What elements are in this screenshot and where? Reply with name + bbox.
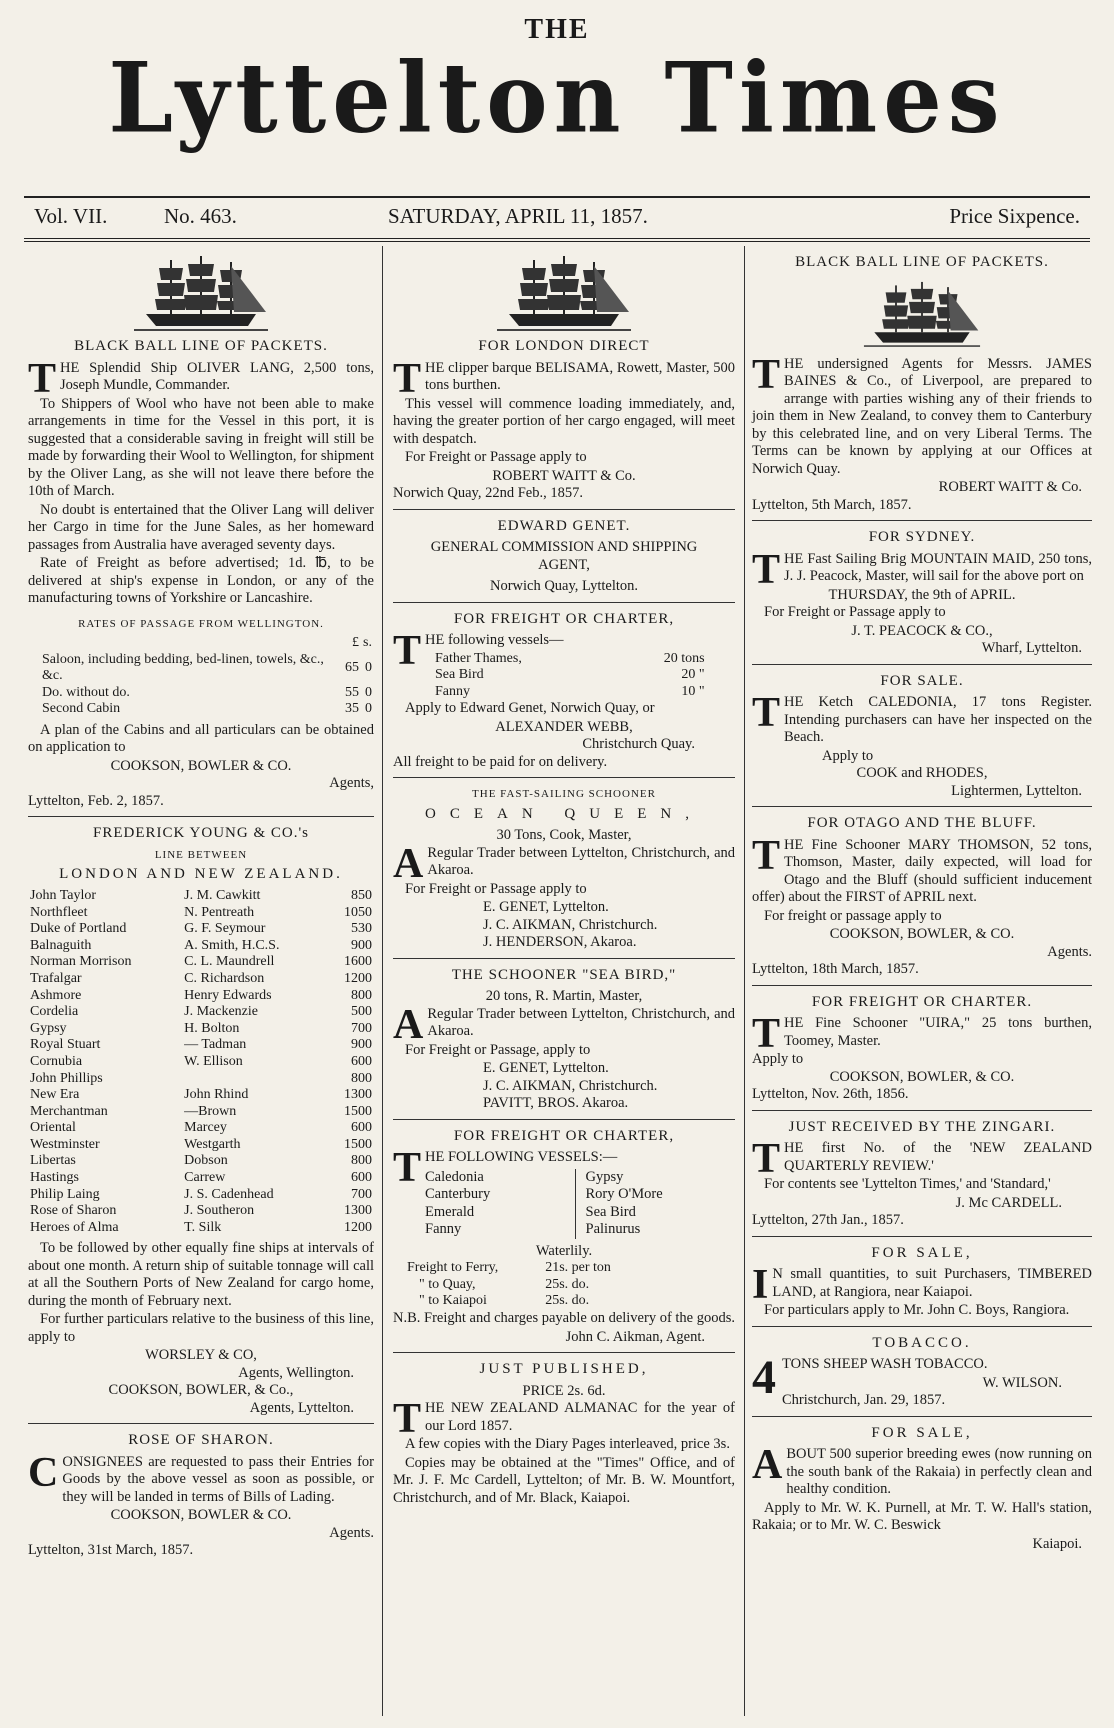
ocean-sub: THE FAST-SAILING SCHOONER (472, 788, 656, 801)
rates-table (28, 635, 374, 718)
sale1-agent: COOK and RHODES, (856, 765, 988, 781)
freight2-heading: FOR FREIGHT OR CHARTER, (453, 1127, 675, 1144)
ship-icon (126, 252, 276, 334)
ship-icon (857, 276, 987, 352)
otago-ad (752, 815, 1092, 979)
table-row: Freight to Ferry, 21s. per ton (407, 1260, 611, 1276)
divider (752, 806, 1092, 807)
ewes-place: Kaiapoi. (1032, 1535, 1082, 1552)
caledonia-sale-ad (752, 673, 1092, 801)
freight2-intro: HE FOLLOWING VESSELS:— (425, 1149, 618, 1166)
rates-unit-pounds: £ (352, 635, 360, 650)
genet-ad (393, 518, 735, 596)
table-row: Rose of Sharon J. Southeron 1300 (30, 1203, 372, 1219)
almanac-p1: A few copies with the Diary Pages interleaved, price 3s. (405, 1436, 730, 1453)
young-sub: LINE BETWEEN (154, 848, 248, 861)
divider (393, 509, 735, 510)
sale1-place: Lightermen, Lyttelton. (951, 782, 1082, 799)
ewes-p1: Apply to Mr. W. K. Purnell, at Mr. T. W. Hall's station, Rakaia; or to Mr. W. C. Beswick (752, 1499, 1092, 1533)
tobacco-text: TONS SHEEP WASH TOBACCO. (782, 1356, 988, 1372)
freight2-last: Waterlily. (535, 1242, 593, 1259)
belisama-p1: This vessel will commence loading immediately, and, having the greater portion of her cargo engaged, will meet with despatch. (393, 395, 735, 447)
vessel-list-left: Caledonia Canterbury Emerald Fanny (425, 1169, 576, 1239)
drop-cap: T (393, 1396, 422, 1443)
dateline-rule-2 (24, 241, 1090, 242)
blackball-intro: HE undersigned Agents for Messrs. JAMES BAINES & Co., of Liverpool, are prepared to arrange with parties wishing any of their friends to join them in New Zealand, to convey them to Canterbury by this celebrated line, and on very Liberal Terms. The Terms can be known by applying at our Offices at Norwich Quay. (752, 355, 1092, 477)
almanac-p2: Copies may be obtained at the "Times" Office, and of Mr. J. F. Mc Cardell, Lyttelton; of Mr. B. W. Mountfort, Christchurch, and of Mr. Black, Kaiapoi. (393, 1454, 735, 1506)
column-rule-1 (382, 246, 383, 1716)
sale1-heading: FOR SALE. (880, 672, 964, 689)
young-agent1-role: Agents, Wellington. (238, 1364, 354, 1381)
tobacco-agent: W. WILSON. (982, 1374, 1062, 1391)
drop-cap: T (752, 1011, 781, 1057)
drop-cap: T (393, 1145, 422, 1192)
divider (393, 777, 735, 778)
belisama-heading: FOR LONDON DIRECT (478, 338, 650, 354)
drop-cap: A (393, 1001, 424, 1048)
oliver-p4: A plan of the Cabins and all particulars can be obtained on application to (28, 721, 374, 756)
sea-bird-ad (393, 967, 735, 1113)
divider (393, 958, 735, 959)
sydney-agent: J. T. PEACOCK & CO., (851, 622, 993, 639)
table-row: Cordelia J. Mackenzie 500 (30, 1004, 372, 1020)
seabird-text: Regular Trader between Lyttelton, Christchurch, and Akaroa. (427, 1005, 735, 1040)
oliver-place: Lyttelton, Feb. 2, 1857. (28, 792, 164, 809)
table-row: Hastings Carrew 600 (30, 1170, 372, 1186)
ocean-agent-2: J. C. AIKMAN, Christchurch. (483, 916, 658, 933)
ewes-heading: FOR SALE, (871, 1424, 973, 1441)
otago-text: HE Fine Schooner MARY THOMSON, 52 tons, Thomson, Master, daily expected, will load for Otago and the Bluff (should sufficient inducement offer) about the FIRST of APRIL next. (752, 836, 1092, 905)
blackball-place: Lyttelton, 5th March, 1857. (752, 496, 912, 513)
rose-heading: ROSE OF SHARON. (128, 1432, 274, 1449)
seabird-p1: For Freight or Passage, apply to (405, 1041, 591, 1058)
oliver-p3: Rate of Freight as before advertised; 1d. ℔, to be delivered at ship's expense in London, or any of the manufacturing towns of Yorkshire or Lancashire. (28, 555, 374, 606)
rose-agent: COOKSON, BOWLER & CO. (110, 1507, 292, 1524)
table-row: Oriental Marcey 600 (30, 1120, 372, 1136)
divider (752, 664, 1092, 665)
divider (752, 1326, 1092, 1327)
ewes-sale-ad (752, 1425, 1092, 1554)
column-3 (752, 252, 1092, 1559)
zingari-agent: J. Mc CARDELL. (955, 1194, 1062, 1211)
belisama-p2: For Freight or Passage apply to (405, 449, 587, 465)
table-row: Duke of Portland G. F. Seymour 530 (30, 921, 372, 937)
table-row: Father Thames, 20 tons (435, 650, 705, 666)
young-heading: FREDERICK YOUNG & CO.'s (93, 825, 309, 842)
freight1-heading: FOR FREIGHT OR CHARTER, (453, 610, 675, 627)
freight-rates-table (405, 1260, 644, 1310)
otago-agent: COOKSON, BOWLER, & CO. (829, 926, 1015, 942)
table-row: Westminster Westgarth 1500 (30, 1136, 372, 1152)
table-row: John Taylor J. M. Cawkitt 850 (30, 887, 372, 903)
column-rule-2 (744, 246, 745, 1716)
table-row: " to Quay, 25s. do. (419, 1276, 590, 1292)
ocean-agent-1: E. GENET, Lyttelton. (483, 899, 609, 916)
belisama-place: Norwich Quay, 22nd Feb., 1857. (393, 485, 583, 501)
table-row: Ashmore Henry Edwards 800 (30, 987, 372, 1003)
young-agent1: WORSLEY & CO, (145, 1347, 257, 1364)
divider (393, 602, 735, 603)
young-route: LONDON AND NEW ZEALAND. (59, 866, 343, 883)
drop-cap: T (752, 690, 781, 736)
table-row: Royal Stuart — Tadman 900 (30, 1037, 372, 1053)
table-row: Balnaguith A. Smith, H.C.S. 900 (30, 937, 372, 953)
zingari-p1: For contents see 'Lyttelton Times,' and 'Standard,' (764, 1176, 1051, 1192)
uira-text: HE Fine Schooner "UIRA," 25 tons burthen, Toomey, Master. (784, 1015, 1092, 1049)
belisama-agent: ROBERT WAITT & Co. (492, 467, 636, 484)
sydney-p1: For Freight or Passage apply to (764, 604, 946, 620)
vessel-columns (425, 1169, 735, 1239)
divider (28, 816, 374, 817)
ocean-p1: For Freight or Passage apply to (405, 880, 587, 897)
blackball-heading: BLACK BALL LINE OF PACKETS. (795, 254, 1049, 270)
table-row: Sea Bird 20 " (435, 667, 705, 683)
land-heading: FOR SALE, (871, 1244, 973, 1261)
divider (393, 1352, 735, 1353)
zingari-ad (752, 1119, 1092, 1230)
ocean-text: Regular Trader between Lyttelton, Christchurch, and Akaroa. (427, 844, 735, 879)
freight2-note: N.B. Freight and charges payable on delivery of the goods. (393, 1310, 736, 1327)
seabird-agent-1: E. GENET, Lyttelton. (483, 1060, 609, 1077)
divider (752, 520, 1092, 521)
almanac-title: HE NEW ZEALAND ALMANAC for the year of our Lord 1857. (425, 1400, 735, 1434)
genet-name: EDWARD GENET. (497, 517, 631, 534)
masthead-rule (24, 196, 1090, 198)
oliver-agent: COOKSON, BOWLER & CO. (110, 757, 292, 774)
ocean-agent-3: J. HENDERSON, Akaroa. (483, 934, 637, 951)
freight2-agent: John C. Aikman, Agent. (565, 1328, 705, 1345)
table-row: Second Cabin 35 0 (42, 701, 372, 717)
issue-date: SATURDAY, APRIL 11, 1857. (388, 204, 648, 228)
drop-cap: A (393, 840, 424, 887)
sydney-heading: FOR SYDNEY. (868, 529, 976, 545)
belisama-ad (393, 252, 735, 503)
table-row: Saloon, including bedding, bed-linen, towels, &c., &c. 65 0 (42, 651, 372, 684)
drop-cap: C (28, 1449, 59, 1496)
divider (752, 1110, 1092, 1111)
seabird-heading: THE SCHOONER "SEA BIRD," (451, 966, 677, 983)
table-row: Libertas Dobson 800 (30, 1153, 372, 1169)
uira-place: Lyttelton, Nov. 26th, 1856. (752, 1086, 909, 1102)
genet-title: GENERAL COMMISSION AND SHIPPING AGENT, (430, 539, 698, 573)
drop-cap: T (752, 832, 781, 879)
sale1-p1: Apply to (822, 747, 874, 764)
oliver-lang-ad (28, 252, 374, 810)
table-row: Cornubia W. Ellison 600 (30, 1053, 372, 1069)
ship-icon (489, 252, 639, 334)
table-row: Heroes of Alma T. Silk 1200 (30, 1219, 372, 1235)
dateline (24, 204, 1090, 234)
table-row: John Phillips 800 (30, 1070, 372, 1086)
almanac-heading: JUST PUBLISHED, (479, 1361, 649, 1378)
rates-heading: RATES OF PASSAGE FROM WELLINGTON. (78, 617, 324, 630)
land-p1: For particulars apply to Mr. John C. Boys, Rangiora. (764, 1302, 1070, 1318)
rose-place: Lyttelton, 31st March, 1857. (28, 1542, 194, 1559)
freight1-p1: Apply to Edward Genet, Norwich Quay, or (405, 700, 655, 717)
table-row: Merchantman —Brown 1500 (30, 1103, 372, 1119)
sydney-text: HE Fast Sailing Brig MOUNTAIN MAID, 250 tons, J. J. Peacock, Master, will sail for the above port on (784, 550, 1092, 584)
young-agent2-role: Agents, Lyttelton. (249, 1399, 354, 1416)
table-row: " to Kaiapoi 25s. do. (419, 1293, 590, 1309)
tobacco-heading: TOBACCO. (872, 1334, 972, 1351)
zingari-place: Lyttelton, 27th Jan., 1857. (752, 1212, 904, 1228)
column-2 (393, 252, 735, 1513)
drop-cap: T (752, 351, 781, 398)
ocean-tons: 30 Tons, Cook, Master, (496, 827, 632, 844)
freight-charter-ad-1 (393, 611, 735, 772)
divider (393, 1119, 735, 1120)
tobacco-ad (752, 1335, 1092, 1410)
vessel-table (433, 651, 707, 701)
sydney-date: THURSDAY, the 9th of APRIL. (828, 586, 1016, 603)
seabird-tons: 20 tons, R. Martin, Master, (485, 988, 643, 1005)
volume: Vol. VII. (34, 204, 108, 228)
ocean-heading: OCEAN QUEEN, (425, 805, 703, 822)
table-row: Trafalgar C. Richardson 1200 (30, 970, 372, 986)
rose-agents: Agents. (329, 1524, 374, 1541)
young-p2: For further particulars relative to the business of this line, apply to (28, 1311, 374, 1345)
table-row: Do. without do. 55 0 (42, 684, 372, 700)
seabird-agent-3: PAVITT, BROS. Akaroa. (483, 1095, 629, 1112)
divider (752, 1236, 1092, 1237)
uira-ad (752, 994, 1092, 1104)
drop-cap: T (28, 355, 57, 402)
young-agent2: COOKSON, BOWLER, & Co., (108, 1382, 294, 1399)
freight1-agent: ALEXANDER WEBB, (495, 718, 633, 735)
oliver-heading: BLACK BALL LINE OF PACKETS. (74, 338, 328, 354)
land-text: N small quantities, to suit Purchasers, TIMBERED LAND, at Rangiora, near Kaiapoi. (772, 1266, 1092, 1300)
freight1-note: All freight to be paid for on delivery. (393, 753, 608, 770)
otago-agents: Agents. (1047, 943, 1092, 960)
masthead-the: THE (524, 14, 590, 45)
drop-cap: T (752, 546, 781, 593)
freight1-agent-place: Christchurch Quay. (582, 736, 695, 753)
issue-number: No. 463. (164, 204, 237, 228)
tobacco-big-number: 4 (752, 1351, 776, 1404)
table-row: Norman Morrison C. L. Maundrell 1600 (30, 954, 372, 970)
otago-p1: For freight or passage apply to (764, 907, 942, 924)
column-1 (28, 252, 374, 1566)
ewes-text: BOUT 500 superior breeding ewes (now running on the south bank of the Rakaia) in perfectly clean and healthy condition. (786, 1446, 1092, 1497)
black-ball-agents-ad (752, 254, 1092, 514)
otago-place: Lyttelton, 18th March, 1857. (752, 961, 919, 977)
drop-cap: A (752, 1442, 783, 1488)
oliver-intro: HE Splendid Ship OLIVER LANG, 2,500 tons, Joseph Mundle, Commander. (60, 359, 374, 393)
tobacco-place: Christchurch, Jan. 29, 1857. (782, 1392, 946, 1408)
drop-cap: I (752, 1262, 769, 1308)
table-row: Fanny 10 " (435, 683, 705, 699)
zingari-text: HE first No. of the 'NEW ZEALAND QUARTERLY REVIEW.' (784, 1140, 1092, 1174)
young-p1: To be followed by other equally fine ships at intervals of about one month. A return ship of suitable tonnage will call at all the Southern Ports of New Zealand for cargo home, during the month of February next. (28, 1240, 374, 1309)
frederick-young-ad (28, 825, 374, 1417)
uira-heading: FOR FREIGHT OR CHARTER. (811, 993, 1033, 1010)
rose-of-sharon-ad (28, 1432, 374, 1560)
table-row: Philip Laing J. S. Cadenhead 700 (30, 1186, 372, 1202)
seabird-agent-2: J. C. AIKMAN, Christchurch. (483, 1077, 658, 1094)
rates-unit-shillings: s. (363, 635, 372, 650)
dateline-rule (24, 238, 1090, 239)
land-sale-ad (752, 1245, 1092, 1320)
blackball-agent: ROBERT WAITT & Co. (938, 479, 1082, 495)
drop-cap: T (393, 628, 422, 674)
genet-place: Norwich Quay, Lyttelton. (489, 578, 639, 594)
newspaper-title: Lyttelton Times (108, 41, 1006, 155)
belisama-intro: HE clipper barque BELISAMA, Rowett, Master, 500 tons burthen. (425, 359, 735, 393)
drop-cap: T (752, 1136, 781, 1182)
oliver-p2: No doubt is entertained that the Oliver Lang will deliver her Cargo in time for the June Sales, as her homeward passages from Australia have averaged seventy days. (28, 501, 374, 553)
almanac-price: PRICE 2s. 6d. (522, 1382, 606, 1399)
ocean-queen-ad (393, 786, 735, 952)
uira-agent: COOKSON, BOWLER, & CO. (829, 1068, 1015, 1085)
oliver-agents: Agents, (329, 775, 374, 792)
table-row: Gypsy H. Bolton 700 (30, 1020, 372, 1036)
table-row: Northfleet N. Pentreath 1050 (30, 904, 372, 920)
sydney-ad (752, 529, 1092, 658)
otago-heading: FOR OTAGO AND THE BLUFF. (807, 815, 1037, 831)
ship-list-table (28, 888, 374, 1236)
sale1-text: HE Ketch CALEDONIA, 17 tons Register. Intending purchasers can have her inspected on the Beach. (784, 694, 1092, 745)
uira-p1: Apply to (752, 1051, 804, 1067)
freight1-intro: HE following vessels— (425, 632, 564, 648)
oliver-p1: To Shippers of Wool who have not been able to make arrangements in time for the Vessel in this port, it is suggested that a considerable saving in freight will still be made by forwarding their Wool to Wellington, for shipment by the Oliver Lang, as she will not leave there before the 10th of March. (28, 395, 374, 499)
masthead (0, 0, 1114, 190)
zingari-heading: JUST RECEIVED BY THE ZINGARI. (788, 1118, 1056, 1135)
freight-charter-ad-2 (393, 1128, 735, 1346)
divider (752, 985, 1092, 986)
almanac-ad (393, 1361, 735, 1507)
rose-text: ONSIGNEES are requested to pass their Entries for Goods by the above vessel as soon as possible, or they will be landed in terms of Bills of Lading. (62, 1453, 374, 1505)
table-row: New Era John Rhind 1300 (30, 1087, 372, 1103)
sydney-place: Wharf, Lyttelton. (981, 640, 1082, 656)
drop-cap: T (393, 355, 422, 402)
divider (752, 1416, 1092, 1417)
vessel-list-right: Gypsy Rory O'More Sea Bird Palinurus (585, 1168, 663, 1238)
price: Price Sixpence. (949, 204, 1080, 228)
divider (28, 1423, 374, 1424)
